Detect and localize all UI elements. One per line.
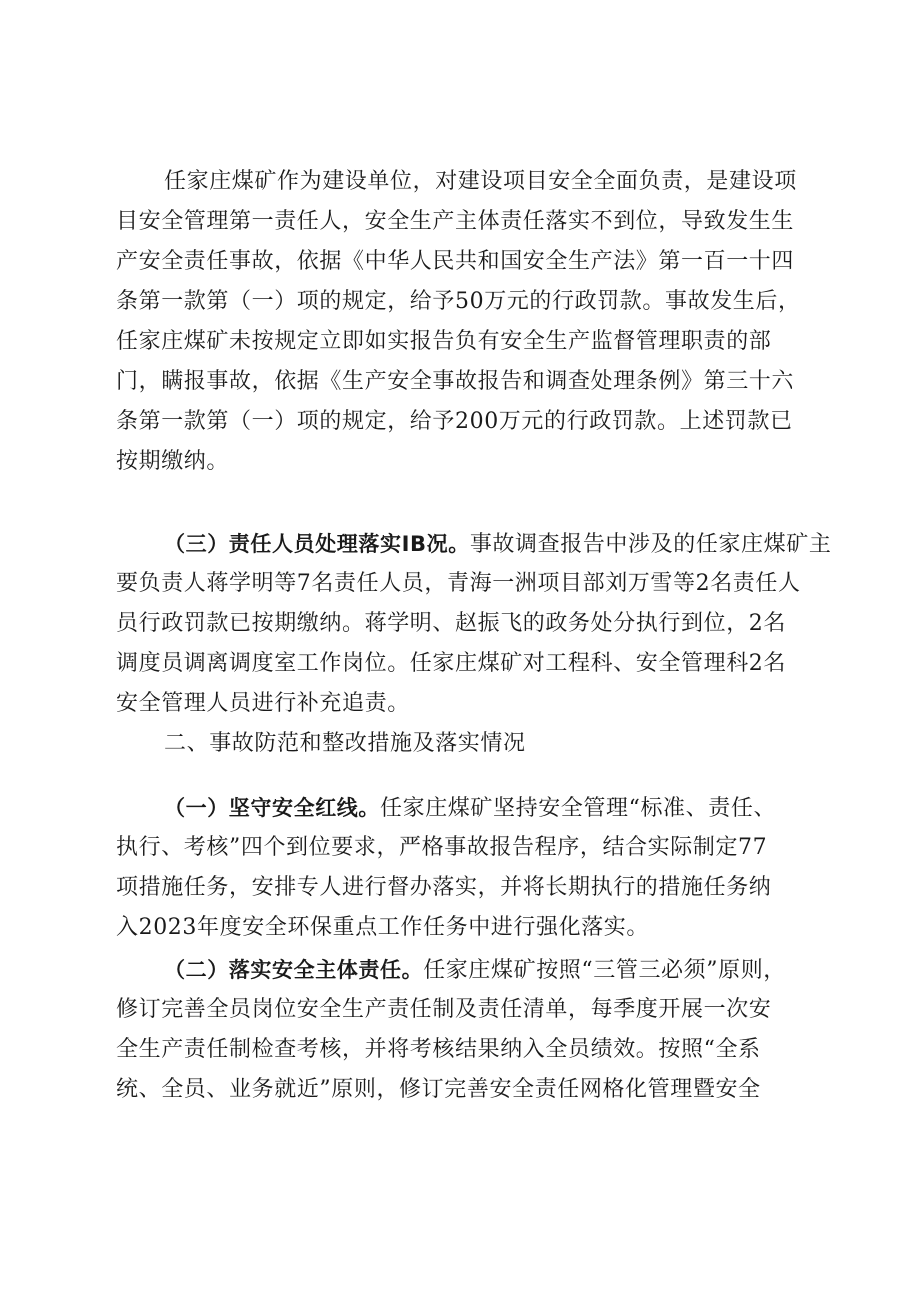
paragraph-personnel <box>116 524 832 724</box>
paragraph-red-line <box>116 788 806 948</box>
paragraph-line: 修订完善全员岗位安全生产责任制及责任清单，每季度开展一次安 <box>116 997 772 1022</box>
paragraph-line: 全生产责任制检查考核，并将考核结果纳入全员绩效。按照“全系 <box>116 1037 761 1062</box>
paragraph-first-line <box>116 524 832 564</box>
paragraph-line: 门，瞒报事故，依据《生产安全事故报告和调查处理条例》第三十六 <box>116 369 795 394</box>
paragraph-line-rest: 任家庄煤矿按照“三管三必须”原则， <box>423 958 786 983</box>
paragraph-heading: （二）落实安全主体责任。 <box>164 958 424 982</box>
paragraph-line: 安全管理人员进行补充追责。 <box>116 691 410 716</box>
paragraph-line: 任家庄煤矿未按规定立即如实报告负有安全生产监督管理职责的部 <box>116 329 772 354</box>
paragraph-line: 项措施任务，安排专人进行督办落实，并将长期执行的措施任务纳 <box>116 875 772 900</box>
paragraph-line: 目安全管理第一责任人，安全生产主体责任落实不到位，导致发生生 <box>116 209 795 234</box>
paragraph-first-line <box>116 788 806 828</box>
paragraph-responsibility <box>116 950 806 1110</box>
paragraph-line-rest: 事故调查报告中涉及的任家庄煤矿主 <box>469 532 832 557</box>
paragraph-line: 任家庄煤矿作为建设单位，对建设项目安全全面负责，是建设项 <box>164 169 797 194</box>
paragraph-line-rest: 任家庄煤矿坚持安全管理“标准、责任、 <box>380 796 777 821</box>
paragraph-line: 调度员调离调度室工作岗位。任家庄煤矿对工程科、安全管理科2名 <box>116 651 786 676</box>
paragraph-line: 条第一款第（一）项的规定，给予50万元的行政罚款。事故发生后， <box>116 289 801 314</box>
paragraph-line: 统、全员、业务就近”原则，修订完善安全责任网格化管理暨安全 <box>116 1077 761 1102</box>
paragraph-fines <box>116 162 806 482</box>
paragraph-line: 入2023年度安全环保重点工作任务中进行强化落实。 <box>116 915 649 940</box>
section-heading: 二、事故防范和整改措施及落实情况 <box>164 731 526 756</box>
section-heading-block <box>116 724 806 764</box>
paragraph-first-line <box>116 950 806 990</box>
paragraph-line: 执行、考核”四个到位要求，严格事故报告程序，结合实际制定77 <box>116 835 768 860</box>
paragraph-heading: （一）坚守安全红线。 <box>164 796 380 820</box>
paragraph-line: 按期缴纳。 <box>116 449 230 474</box>
paragraph-line: 条第一款第（一）项的规定，给予200万元的行政罚款。上述罚款已 <box>116 409 793 434</box>
paragraph-line: 产安全责任事故，依据《中华人民共和国安全生产法》第一百一十四 <box>116 249 795 274</box>
paragraph-line: 员行政罚款已按期缴纳。蒋学明、赵振飞的政务处分执行到位，2名 <box>116 611 786 636</box>
paragraph-line: 要负责人蒋学明等7名责任人员，青海一洲项目部刘万雪等2名责任人 <box>116 571 801 596</box>
paragraph-heading: （三）责任人员处理落实IB况。 <box>164 532 470 556</box>
